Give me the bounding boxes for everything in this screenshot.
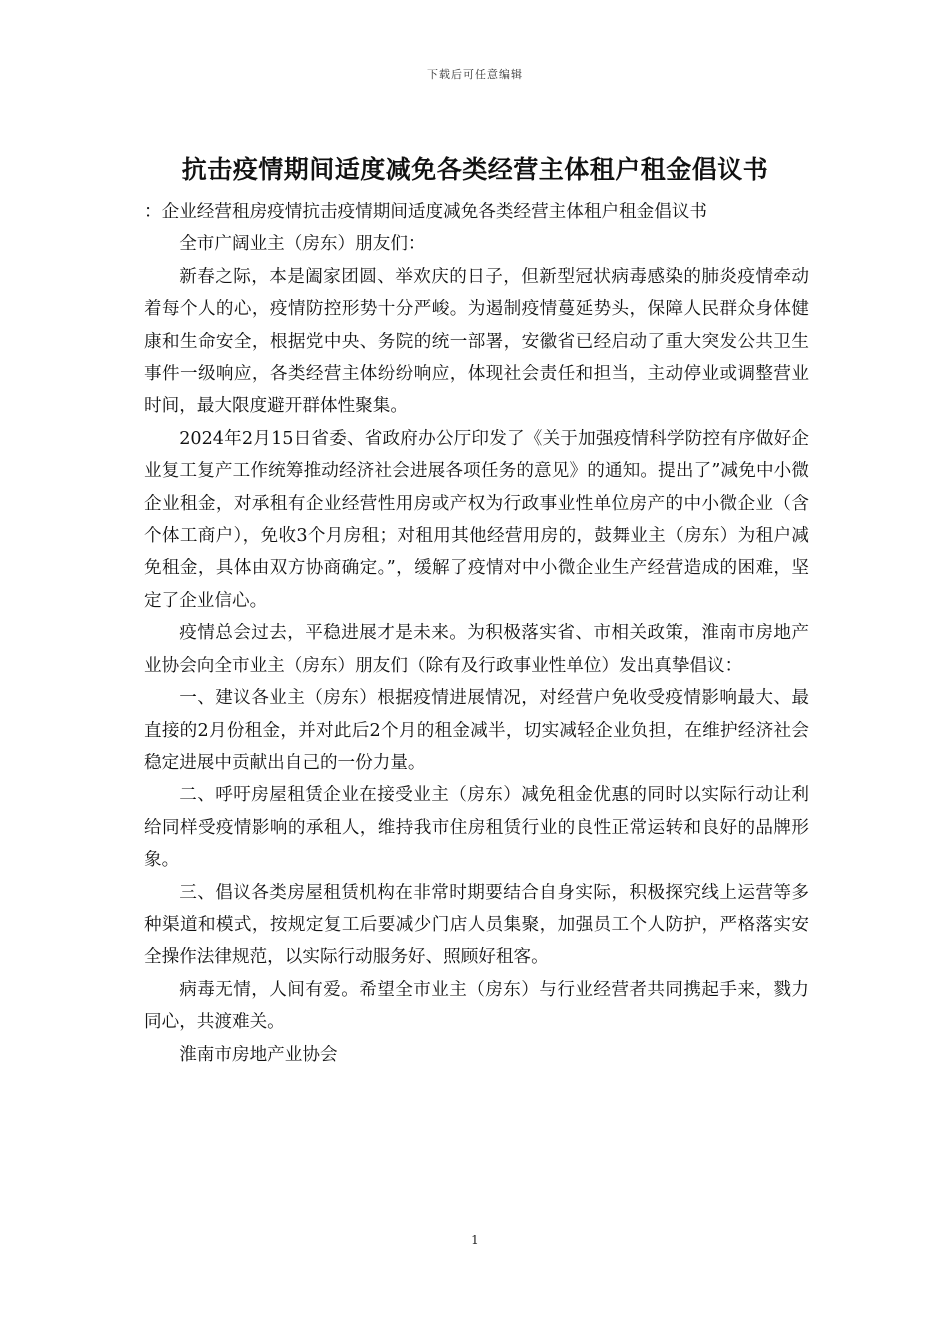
- closing-paragraph: 病毒无情，人间有爱。希望全市业主（房东）与行业经营者共同携起手来，戮力同心，共渡难关。: [144, 979, 809, 1033]
- proposal-item-1: 一、建议各业主（房东）根据疫情进展情况，对经营户免收受疫情影响最大、最直接的2月份租金，并对此后2个月的租金减半，切实减轻企业负担，在维护经济社会稳定进展中贡献出自己的一份力量。: [144, 688, 809, 773]
- page-number: 1: [471, 1233, 479, 1247]
- document-body: [144, 196, 809, 1071]
- signature: 淮南市房地产业协会: [179, 1044, 338, 1065]
- document-subtitle: ：企业经营租房疫情抗击疫情期间适度减免各类经营主体租户租金倡议书: [144, 202, 708, 222]
- proposal-item-3: 三、倡议各类房屋租赁机构在非常时期要结合自身实际，积极探究线上运营等多种渠道和模式，按规定复工后要减少门店人员集聚，加强员工个人防护，严格落实安全操作法律规范，以实际行动服务好、照顾好租客。: [144, 882, 809, 968]
- paragraph: 新春之际，本是阖家团圆、举欢庆的日子，但新型冠状病毒感染的肺炎疫情牵动着每个人的心，疫情防控形势十分严峻。为遏制疫情蔓延势头，保障人民群众身体健康和生命安全，根据党中央、务院的统一部署，安徽省已经启动了重大突发公共卫生事件一级响应，各类经营主体纷纷响应，体现社会责任和担当，主动停业或调整营业时间，最大限度避开群体性聚集。: [144, 266, 809, 417]
- paragraph: 2024年2月15日省委、省政府办公厅印发了《关于加强疫情科学防控有序做好企业复工复产工作统筹推动经济社会进展各项任务的意见》的通知。提出了”减免中小微企业租金，对承租有企业经营性用房或产权为行政事业性单位房产的中小微企业（含个体工商户），免收3个月房租；对租用其他经营用房的，鼓舞业主（房东）为租户减免租金，具体由双方协商确定。”，缓解了疫情对中小微企业生产经营造成的困难，坚定了企业信心。: [144, 428, 809, 611]
- paragraph: 疫情总会过去，平稳进展才是未来。为积极落实省、市相关政策，淮南市房地产业协会向全市业主（房东）朋友们（除有及行政事业性单位）发出真挚倡议：: [144, 623, 809, 676]
- salutation: 全市广阔业主（房东）朋友们：: [179, 234, 426, 255]
- document-title: 抗击疫情期间适度减免各类经营主体租户租金倡议书: [181, 155, 769, 184]
- header-note: 下载后可任意编辑: [427, 68, 523, 81]
- proposal-item-2: 二、呼吁房屋租赁企业在接受业主（房东）减免租金优惠的同时以实际行动让利给同样受疫情影响的承租人，维持我市住房租赁行业的良性正常运转和良好的品牌形象。: [144, 785, 809, 871]
